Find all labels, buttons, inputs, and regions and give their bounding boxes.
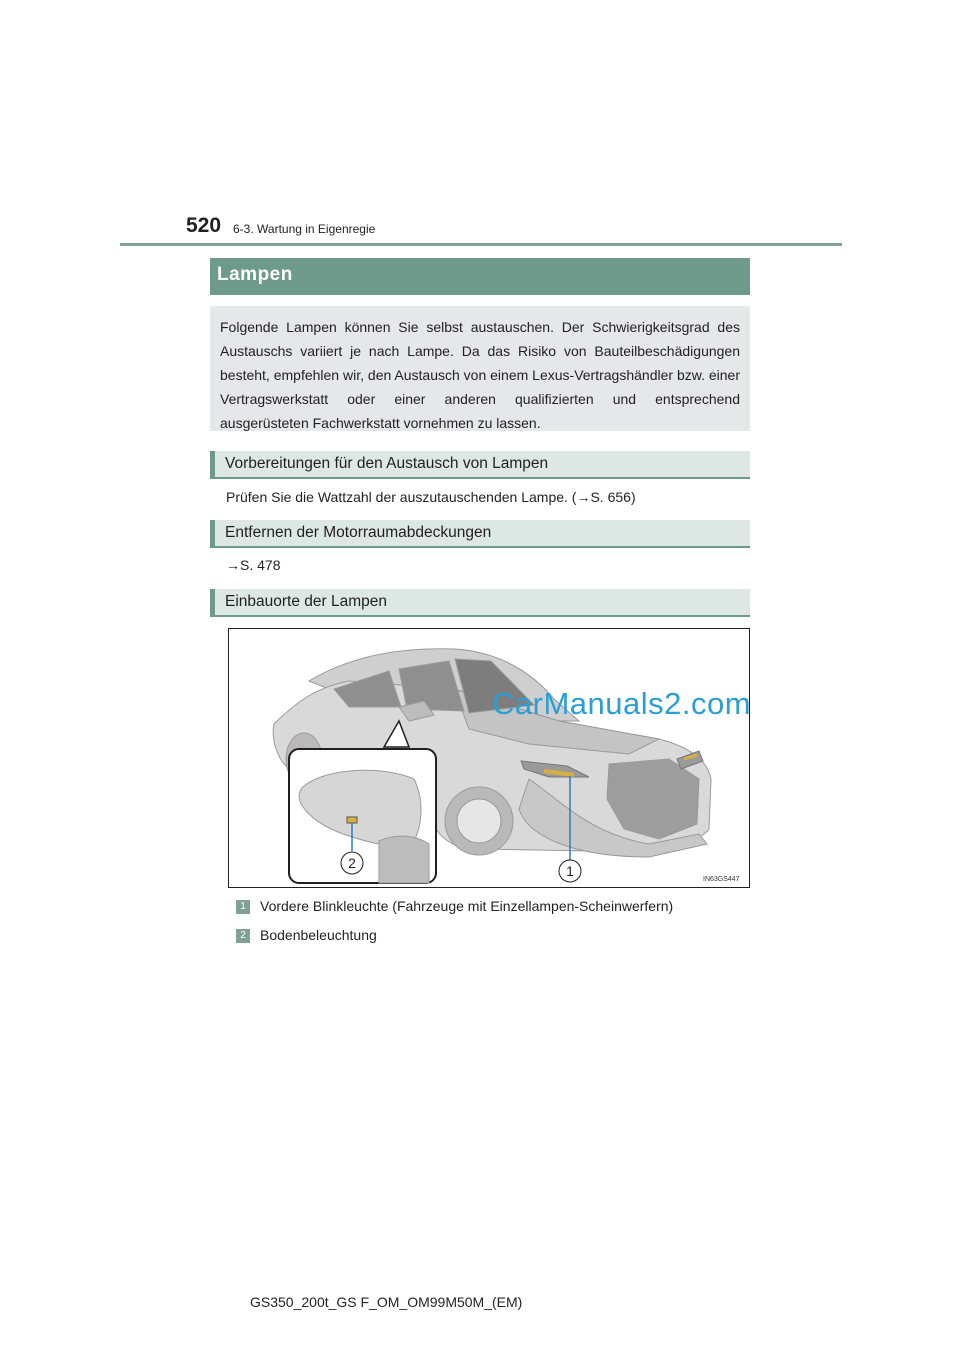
subheading-preparation [210, 451, 750, 479]
main-title-bar [210, 258, 750, 295]
lamp-location-figure [228, 628, 750, 888]
callout-2: 2 [348, 855, 356, 871]
subheading-preparation-label: Vorbereitungen für den Austausch von Lampen [225, 455, 549, 472]
legend-text-2: Bodenbeleuchtung [260, 927, 377, 943]
callout-1: 1 [566, 863, 574, 879]
legend-number-1: 1 [236, 900, 250, 914]
watermark: CarManuals2.com [492, 686, 752, 721]
page-title: Lampen [217, 264, 293, 285]
intro-box: Folgende Lampen können Sie selbst austauschen. Der Schwierigkeitsgrad des Austauschs variiert je nach Lampe. Da das Risiko von Bauteilbeschädigungen besteht, empfehlen wir, den Austausch von einem Lexus-Vertragshändler bzw. einer Vertragswerkstatt oder einer anderen qualifizierten und entsprechend ausgerüsteten Fachwerkstatt vornehmen zu lassen. [210, 306, 750, 431]
page-number: 520 [186, 214, 222, 237]
subheading-lamp-locations-label: Einbauorte der Lampen [225, 593, 388, 610]
legend-number-2: 2 [236, 929, 250, 943]
preparation-text: Prüfen Sie die Wattzahl der auszutauschenden Lampe. (→S. 656) [226, 489, 636, 505]
footer-document-code: GS350_200t_GS F_OM_OM99M50M_(EM) [250, 1294, 523, 1310]
car-illustration [229, 629, 752, 887]
header-divider [120, 243, 842, 246]
engine-cover-text: →S. 478 [226, 557, 281, 573]
subheading-engine-cover [210, 520, 750, 548]
subheading-lamp-locations [210, 589, 750, 617]
legend-text-1: Vordere Blinkleuchte (Fahrzeuge mit Einzellampen-Scheinwerfern) [260, 898, 674, 914]
figure-code: IN63GS447 [703, 876, 740, 883]
section-reference: 6-3. Wartung in Eigenregie [233, 222, 376, 236]
subheading-engine-cover-label: Entfernen der Motorraumabdeckungen [225, 524, 492, 541]
